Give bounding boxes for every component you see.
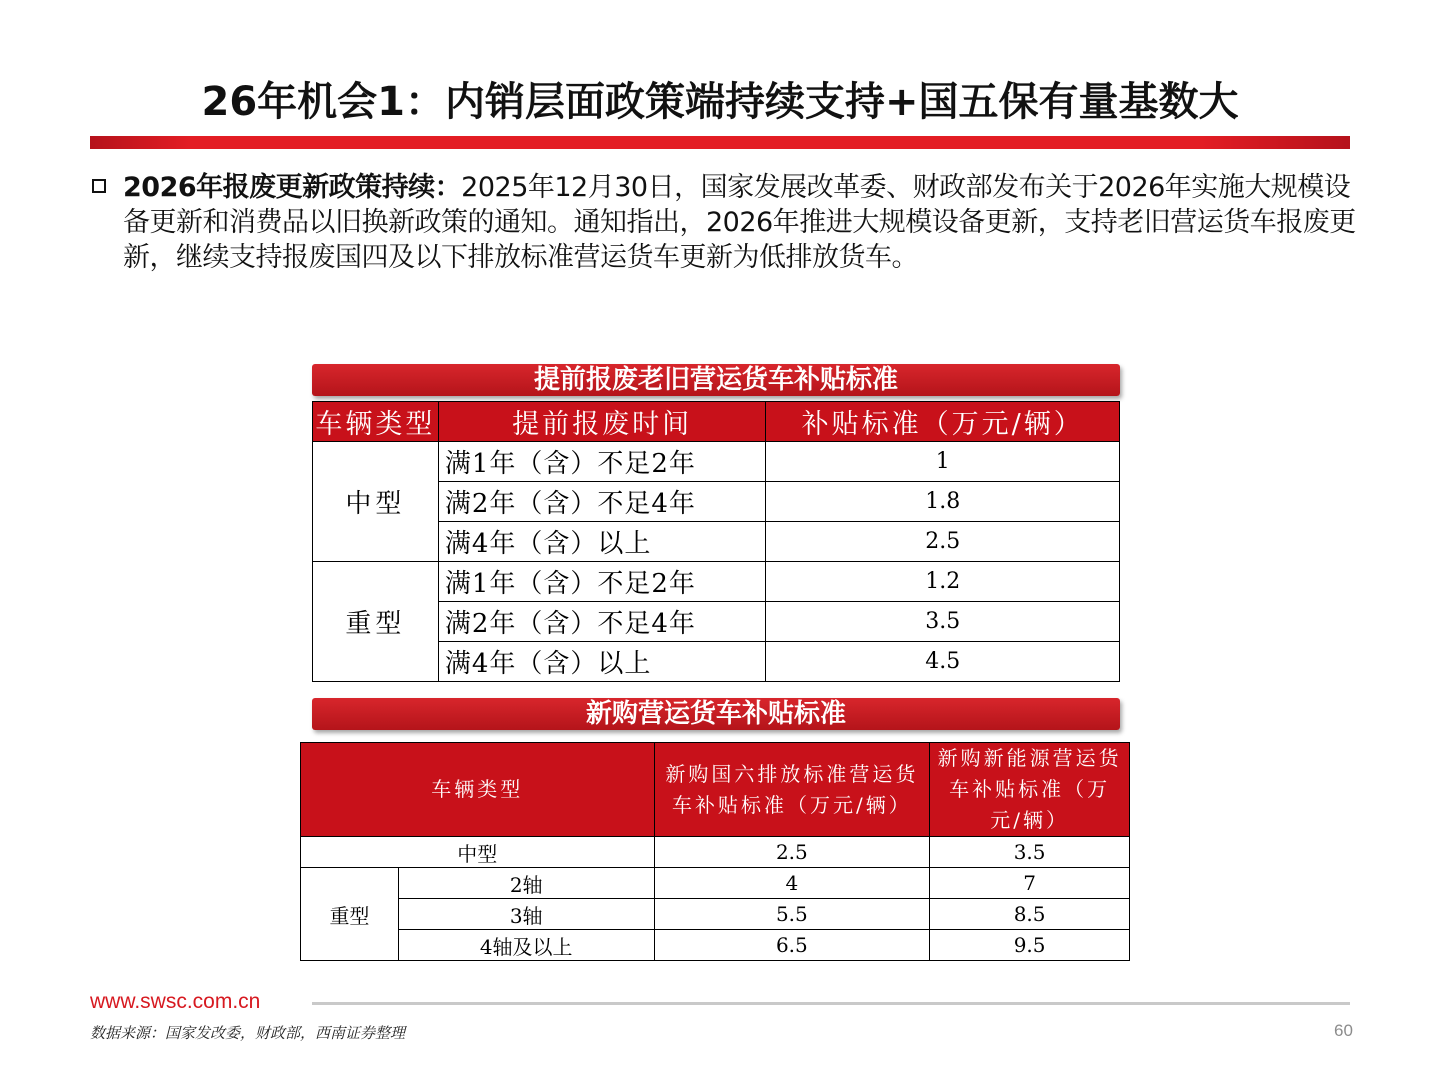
slide-title: 26年机会1：内销层面政策端持续支持+国五保有量基数大 <box>201 79 1239 125</box>
subsidy-cell: 3.5 <box>766 602 1120 642</box>
guo6-subsidy-cell: 6.5 <box>654 930 930 961</box>
table-row <box>301 899 1130 930</box>
table-row <box>301 930 1130 961</box>
footer-divider <box>312 1002 1350 1005</box>
bullet-heading: 2026年报废更新政策持续： <box>123 172 462 203</box>
new-purchase-subsidy-banner: 新购营运货车补贴标准 <box>312 698 1120 730</box>
data-source-note: 数据来源：国家发改委，财政部，西南证券整理 <box>90 1024 406 1042</box>
table-row <box>301 868 1130 899</box>
header-guo6-subsidy: 新购国六排放标准营运货车补贴标准（万元/辆） <box>654 743 930 837</box>
period-cell: 满2年（含）不足4年 <box>438 482 766 522</box>
vehicle-type-cell: 重型 <box>313 562 439 682</box>
bullet-text <box>92 170 1367 275</box>
bullet-body: 2025年12月30日，国家发展改革委、财政部发布关于2026年实施大规模设备更新和消费品以旧换新政策的通知。通知指出，2026年推进大规模设备更新，支持老旧营运货车报废更新，继续支持报废国四及以下排放标准营运货车更新为低排放货车。 <box>123 172 1356 273</box>
guo6-subsidy-cell: 2.5 <box>654 837 930 868</box>
vehicle-type-cell: 中型 <box>313 442 439 562</box>
subsidy-cell: 1 <box>766 442 1120 482</box>
axle-cell: 2轴 <box>398 868 654 899</box>
header-vehicle-type: 车辆类型 <box>301 743 655 837</box>
header-scrap-period: 提前报废时间 <box>438 402 766 442</box>
table-row <box>301 837 1130 868</box>
nev-subsidy-cell: 8.5 <box>930 899 1130 930</box>
footer-website-link[interactable]: www.swsc.com.cn <box>90 990 261 1013</box>
header-subsidy: 补贴标准（万元/辆） <box>766 402 1120 442</box>
page-number: 60 <box>1334 1021 1353 1040</box>
scrap-subsidy-table <box>312 401 1120 682</box>
period-cell: 满4年（含）以上 <box>438 642 766 682</box>
axle-cell: 3轴 <box>398 899 654 930</box>
new-purchase-subsidy-table <box>300 742 1130 961</box>
nev-subsidy-cell: 3.5 <box>930 837 1130 868</box>
period-cell: 满1年（含）不足2年 <box>438 562 766 602</box>
period-cell: 满4年（含）以上 <box>438 522 766 562</box>
period-cell: 满1年（含）不足2年 <box>438 442 766 482</box>
vehicle-type-cell: 重型 <box>301 868 399 961</box>
guo6-subsidy-cell: 4 <box>654 868 930 899</box>
scrap-subsidy-banner: 提前报废老旧营运货车补贴标准 <box>312 364 1120 396</box>
table-header-row <box>313 402 1120 442</box>
guo6-subsidy-cell: 5.5 <box>654 899 930 930</box>
period-cell: 满2年（含）不足4年 <box>438 602 766 642</box>
subsidy-cell: 2.5 <box>766 522 1120 562</box>
title-divider-bar <box>90 136 1350 149</box>
axle-cell: 4轴及以上 <box>398 930 654 961</box>
table-row <box>313 442 1120 482</box>
header-vehicle-type: 车辆类型 <box>313 402 439 442</box>
square-bullet-icon <box>92 179 106 193</box>
subsidy-cell: 1.8 <box>766 482 1120 522</box>
table-row <box>313 562 1120 602</box>
header-nev-subsidy: 新购新能源营运货车补贴标准（万元/辆） <box>930 743 1130 837</box>
vehicle-type-cell: 中型 <box>301 837 655 868</box>
bullet-paragraph <box>92 170 1367 275</box>
table-header-row <box>301 743 1130 837</box>
subsidy-cell: 4.5 <box>766 642 1120 682</box>
nev-subsidy-cell: 7 <box>930 868 1130 899</box>
subsidy-cell: 1.2 <box>766 562 1120 602</box>
nev-subsidy-cell: 9.5 <box>930 930 1130 961</box>
